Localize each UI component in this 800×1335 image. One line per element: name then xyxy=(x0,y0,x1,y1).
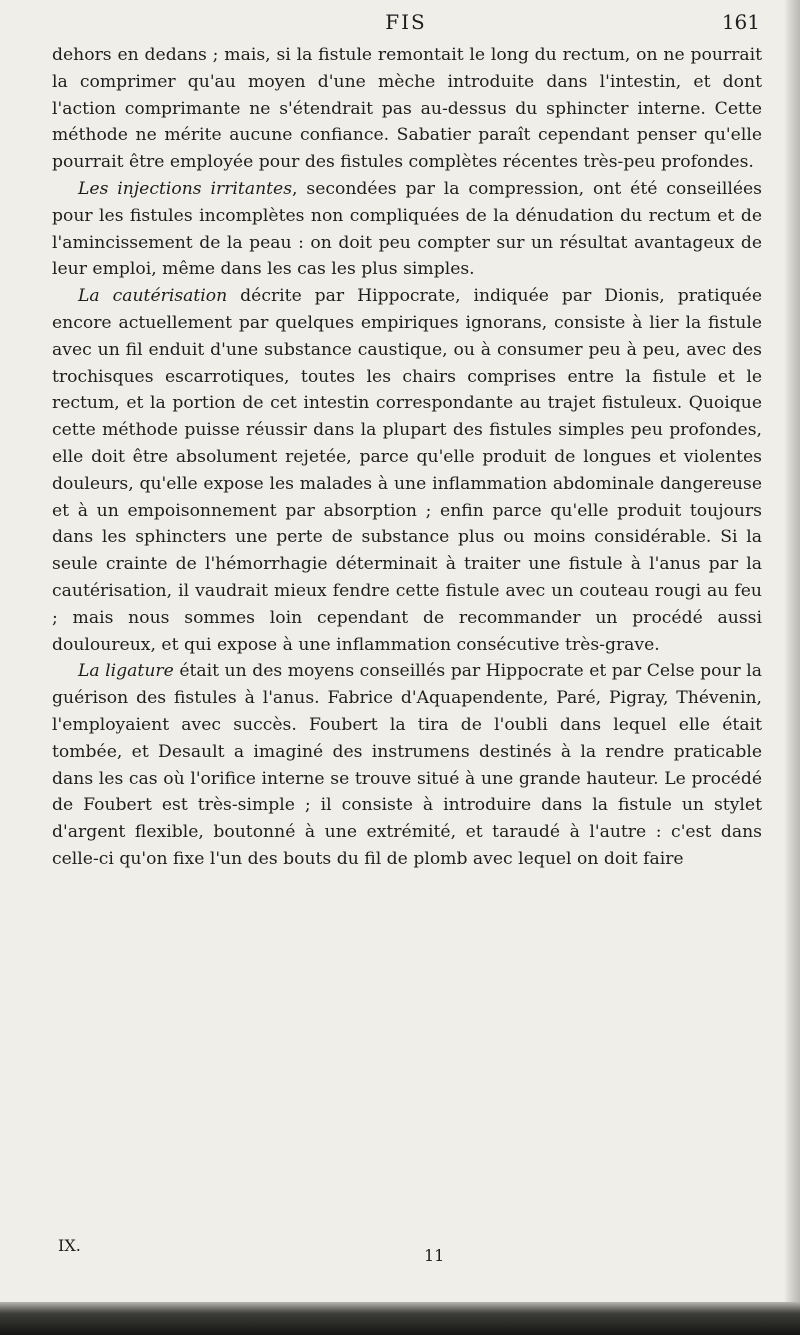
scan-bottom-edge xyxy=(0,1302,800,1335)
paragraph xyxy=(52,42,762,176)
signature-number: 11 xyxy=(424,1246,445,1265)
text-run: était un des moyens conseillés par Hippocrate et par Celse pour la guérison des fistules à l'anus. Fabrice d'Aquapendente, Paré, Pigray, Thévenin, l'employaient avec succès. Foubert la tira de l'oubli dans lequel elle était tombée, et Desault a imaginé des instrumens destinés à la rendre praticable dans les cas où l'orifice interne se trouve situé à une grande hauteur. Le procédé de Foubert est très-simple ; il consiste à introduire dans la fistule un stylet d'argent flexible, boutonné à une extrémité, et taraudé à l'autre : c'est dans celle-ci qu'on fixe l'un des bouts du fil de plomb avec lequel on doit faire xyxy=(52,661,762,869)
page-number: 161 xyxy=(721,10,760,34)
paragraph xyxy=(52,658,762,872)
paragraph xyxy=(52,283,762,658)
paragraph xyxy=(52,176,762,283)
body-text xyxy=(52,42,762,873)
text-run: décrite par Hippocrate, indiquée par Dionis, pratiquée encore actuellement par quelques empiriques ignorans, consiste à lier la fistule avec un fil enduit d'une substance caustique, ou à consumer peu à peu, avec des trochisques escarrotiques, toutes les chairs comprises entre la fistule et le rectum, et la portion de cet intestin correspondante au trajet fistuleux. Quoique cette méthode puisse réussir dans la plupart des fistules simples peu profondes, elle doit être absolument rejetée, parce qu'elle produit de longues et violentes douleurs, qu'elle expose les malades à une inflammation abdominale dangereuse et à un empoisonnement par absorption ; enfin parce qu'elle produit toujours dans les sphincters une perte de substance plus ou moins considérable. Si la seule crainte de l'hémorrhagie déterminait à traiter une fistule à l'anus par la cautérisation, il vaudrait mieux fendre cette fistule avec un couteau rougi au feu ; mais nous sommes loin cependant de recommander un procédé aussi douloureux, et qui expose à une inflammation consécutive très-grave. xyxy=(52,286,762,655)
running-title: FIS xyxy=(385,10,427,34)
page-header xyxy=(52,10,760,38)
page-edge-shadow xyxy=(784,0,800,1335)
text-run: , secondées par la compression, ont été conseillées pour les fistules incomplètes non compliquées de la dénudation du rectum et de l'amincissement de la peau : on doit peu compter sur un résultat avantageux de leur emploi, même dans les cas les plus simples. xyxy=(52,178,763,280)
page-footer xyxy=(52,1236,760,1276)
italic-term: La cautérisation xyxy=(78,286,228,307)
text-run: dehors en dedans ; mais, si la fistule remontait le long du rectum, on ne pourrait la comprimer qu'au moyen d'une mèche introduite dans l'intestin, et dont l'action comprimante ne s'étendrait pas au-dessus du sphincter interne. Cette méthode ne mérite aucune confiance. Sabatier paraît cependant penser qu'elle pourrait être employée pour des fistules complètes récentes très-peu profondes. xyxy=(52,45,762,173)
signature-mark: IX. xyxy=(58,1236,81,1255)
italic-term: La ligature xyxy=(78,661,174,682)
italic-term: Les injections irritantes xyxy=(78,178,293,199)
